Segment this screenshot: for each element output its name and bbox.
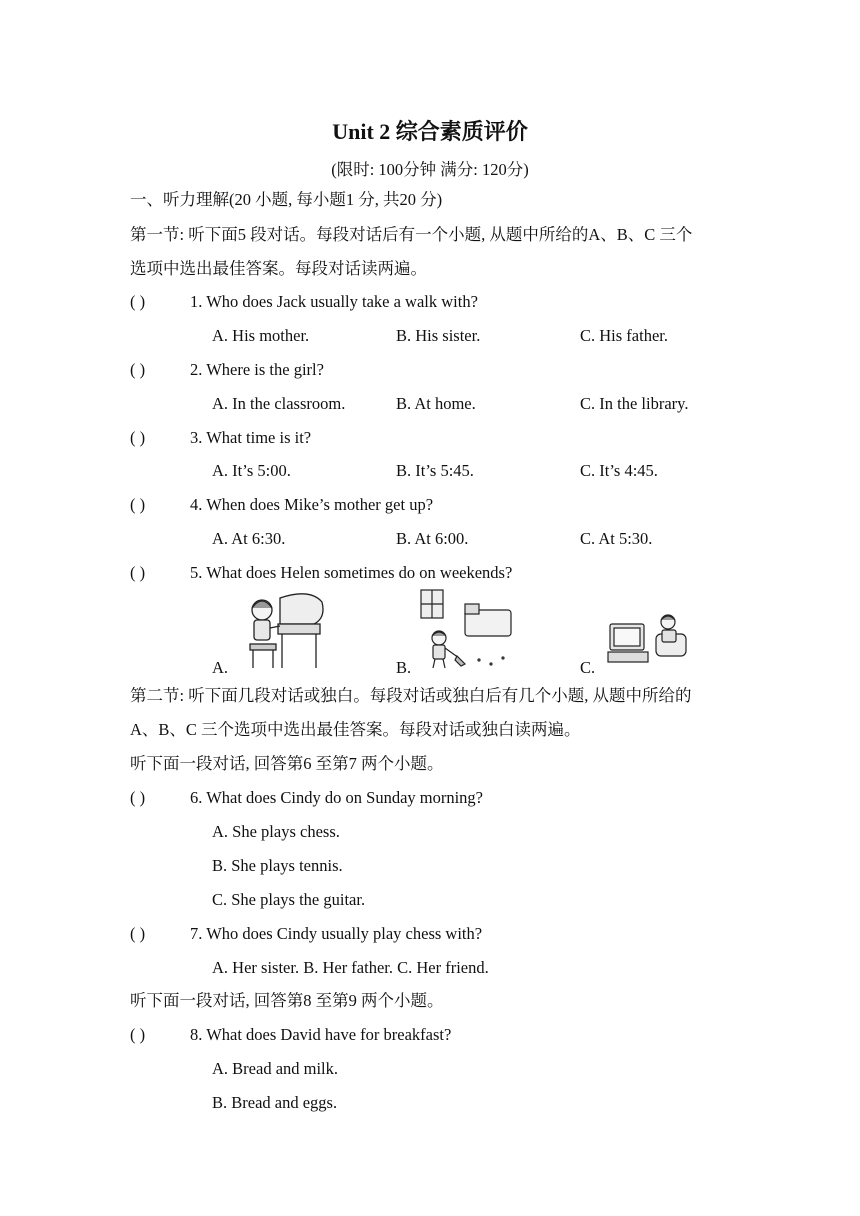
- part2-instructions-line2: A、B、C 三个选项中选出最佳答案。每段对话或独白读两遍。: [130, 720, 581, 739]
- question-1: 1. Who does Jack usually take a walk with?: [190, 292, 478, 311]
- answer-blank-q7[interactable]: ( ): [130, 924, 146, 943]
- question-7: 7. Who does Cindy usually play chess with?: [190, 924, 483, 943]
- question-8: 8. What does David have for breakfast?: [190, 1025, 452, 1044]
- kid-watching-tv-illustration: [606, 612, 690, 672]
- question-2: 2. Where is the girl?: [190, 360, 324, 379]
- answer-blank-q8[interactable]: ( ): [130, 1025, 146, 1044]
- q4-option-a: A. At 6:30.: [212, 529, 286, 548]
- q5-option-c-label: C.: [580, 658, 596, 677]
- girl-playing-piano-illustration: [240, 588, 328, 674]
- q8-option-b: B. Bread and eggs.: [212, 1093, 338, 1112]
- question-3: 3. What time is it?: [190, 428, 312, 447]
- q4-option-c: C. At 5:30.: [580, 529, 653, 548]
- answer-blank-q4[interactable]: ( ): [130, 495, 146, 514]
- part2-instructions-line1: 第二节: 听下面几段对话或独白。每段对话或独白后有几个小题, 从题中所给的: [130, 686, 692, 705]
- girl-sweeping-floor-illustration: [419, 588, 519, 670]
- answer-blank-q3[interactable]: ( ): [130, 428, 146, 447]
- q6-option-b: B. She plays tennis.: [212, 856, 343, 875]
- q1-option-c: C. His father.: [580, 326, 668, 345]
- question-4: 4. When does Mike’s mother get up?: [190, 495, 434, 514]
- dialog-instruction-8-9: 听下面一段对话, 回答第8 至第9 两个小题。: [130, 991, 444, 1010]
- q8-option-a: A. Bread and milk.: [212, 1059, 339, 1078]
- part1-instructions-line2: 选项中选出最佳答案。每段对话读两遍。: [130, 259, 427, 278]
- q2-option-c: C. In the library.: [580, 394, 689, 413]
- answer-blank-q5[interactable]: ( ): [130, 563, 146, 582]
- q4-option-b: B. At 6:00.: [396, 529, 469, 548]
- q6-option-a: A. She plays chess.: [212, 822, 340, 841]
- question-5: 5. What does Helen sometimes do on weekends?: [190, 563, 513, 582]
- answer-blank-q6[interactable]: ( ): [130, 788, 146, 807]
- q2-option-a: A. In the classroom.: [212, 394, 346, 413]
- page-title: Unit 2 综合素质评价: [332, 119, 528, 144]
- answer-blank-q2[interactable]: ( ): [130, 360, 146, 379]
- q1-option-a: A. His mother.: [212, 326, 310, 345]
- section1-heading: 一、听力理解(20 小题, 每小题1 分, 共20 分): [130, 190, 443, 209]
- q2-option-b: B. At home.: [396, 394, 476, 413]
- q7-options: A. Her sister. B. Her father. C. Her friend.: [212, 958, 489, 977]
- dialog-instruction-6-7: 听下面一段对话, 回答第6 至第7 两个小题。: [130, 754, 444, 773]
- q3-option-c: C. It’s 4:45.: [580, 461, 658, 480]
- q3-option-b: B. It’s 5:45.: [396, 461, 474, 480]
- question-6: 6. What does Cindy do on Sunday morning?: [190, 788, 484, 807]
- time-and-score-limit: (限时: 100分钟 满分: 120分): [331, 160, 529, 179]
- q5-option-a-label: A.: [212, 658, 229, 677]
- q3-option-a: A. It’s 5:00.: [212, 461, 291, 480]
- q1-option-b: B. His sister.: [396, 326, 481, 345]
- part1-instructions-line1: 第一节: 听下面5 段对话。每段对话后有一个小题, 从题中所给的A、B、C 三个: [130, 225, 693, 244]
- q6-option-c: C. She plays the guitar.: [212, 890, 366, 909]
- answer-blank-q1[interactable]: ( ): [130, 292, 146, 311]
- q5-option-b-label: B.: [396, 658, 412, 677]
